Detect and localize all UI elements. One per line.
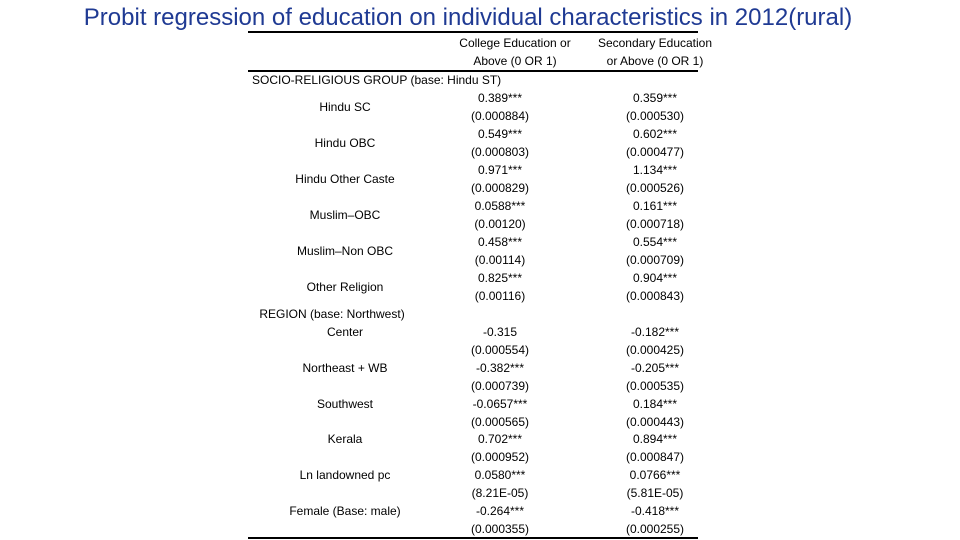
se-secondary: (0.000477) (625, 145, 685, 159)
row-label: Muslim–Non OBC (296, 244, 394, 258)
se-college: (0.00120) (474, 217, 526, 231)
header-secondary-line1: Secondary Education (597, 36, 713, 50)
se-college: (8.21E-05) (471, 486, 529, 500)
coef-secondary: 0.359*** (632, 91, 678, 105)
se-secondary: (0.000526) (625, 181, 685, 195)
table-top-rule (248, 31, 698, 33)
coef-college: -0.264*** (475, 504, 525, 518)
se-secondary: (0.000535) (625, 379, 685, 393)
se-college: (0.000829) (470, 181, 530, 195)
se-college: (0.000803) (470, 145, 530, 159)
coef-secondary: 0.904*** (632, 271, 678, 285)
table-bottom-rule (248, 537, 698, 539)
se-secondary: (0.000425) (625, 343, 685, 357)
se-secondary: (0.000443) (625, 415, 685, 429)
coef-secondary: 0.0766*** (629, 468, 681, 482)
se-secondary: (0.000709) (625, 253, 685, 267)
row-label: Hindu OBC (314, 136, 376, 150)
coef-college: 0.389*** (477, 91, 523, 105)
coef-college: 0.971*** (477, 163, 523, 177)
coef-secondary: 0.184*** (632, 397, 678, 411)
se-college: (0.000565) (470, 415, 530, 429)
se-secondary: (5.81E-05) (626, 486, 684, 500)
header-college-line2: Above (0 OR 1) (473, 54, 557, 68)
se-college: (0.000355) (470, 522, 530, 536)
row-label: Hindu SC (319, 100, 371, 114)
coef-college: 0.458*** (477, 235, 523, 249)
se-college: (0.000884) (470, 109, 530, 123)
coef-college: 0.0580*** (474, 468, 526, 482)
row-label: Hindu Other Caste (295, 172, 395, 186)
se-college: (0.00114) (474, 253, 526, 267)
row-label: Female (Base: male) (289, 504, 401, 518)
coef-college: 0.825*** (477, 271, 523, 285)
se-college: (0.000554) (470, 343, 530, 357)
group-label-socio-religious: SOCIO-RELIGIOUS GROUP (base: Hindu ST) (252, 73, 502, 87)
coef-secondary: -0.205*** (630, 361, 680, 375)
se-secondary: (0.000530) (625, 109, 685, 123)
coef-secondary: 1.134*** (632, 163, 678, 177)
coef-secondary: 0.602*** (632, 127, 678, 141)
se-college: (0.000952) (470, 450, 530, 464)
coef-secondary: 0.554*** (632, 235, 678, 249)
group-label-region: REGION (base: Northwest) (259, 307, 405, 321)
coef-college: -0.0657*** (472, 397, 528, 411)
coef-college: 0.702*** (477, 432, 523, 446)
row-label: Other Religion (306, 280, 384, 294)
se-secondary: (0.000843) (625, 289, 685, 303)
coef-college: 0.549*** (477, 127, 523, 141)
coef-college: 0.0588*** (474, 199, 526, 213)
coef-college: -0.315 (482, 325, 518, 339)
se-college: (0.00116) (474, 289, 526, 303)
page-title: Probit regression of education on individual characteristics in 2012(rural) (83, 4, 853, 31)
se-college: (0.000739) (470, 379, 530, 393)
row-label: Center (326, 325, 364, 339)
row-label: Ln landowned pc (299, 468, 391, 482)
coef-secondary: -0.418*** (630, 504, 680, 518)
se-secondary: (0.000255) (625, 522, 685, 536)
coef-college: -0.382*** (475, 361, 525, 375)
header-college-line1: College Education or (459, 36, 571, 50)
coef-secondary: 0.161*** (632, 199, 678, 213)
header-secondary-line2: or Above (0 OR 1) (606, 54, 704, 68)
row-label: Muslim–OBC (309, 208, 381, 222)
coef-secondary: -0.182*** (630, 325, 680, 339)
coef-secondary: 0.894*** (632, 432, 678, 446)
se-secondary: (0.000847) (625, 450, 685, 464)
row-label: Northeast + WB (302, 361, 388, 375)
row-label: Southwest (316, 397, 374, 411)
row-label: Kerala (327, 432, 363, 446)
se-secondary: (0.000718) (625, 217, 685, 231)
